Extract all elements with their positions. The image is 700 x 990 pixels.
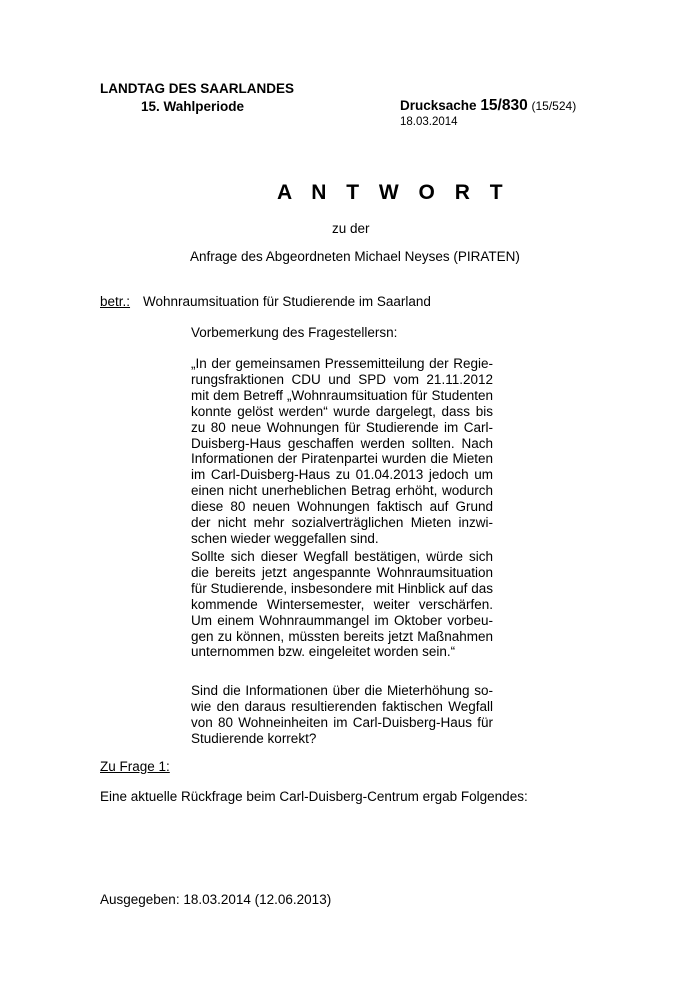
preface-paragraph-2: [191, 549, 493, 660]
document-title: A N T W O R T: [277, 181, 510, 204]
document-date: 18.03.2014: [400, 116, 458, 128]
drucksache-line: [400, 97, 576, 115]
question-1: [191, 683, 493, 747]
preface-paragraph-1: [191, 356, 493, 547]
subject-text: Wohnraumsituation für Studierende im Saarland: [143, 294, 431, 309]
drucksache-old-number: (15/524): [531, 99, 577, 113]
election-period: 15. Wahlperiode: [141, 99, 245, 114]
title-sub: zu der: [332, 221, 370, 236]
drucksache-number: 15/830: [480, 97, 528, 114]
preface-heading: Vorbemerkung des Fragestellersn:: [191, 325, 398, 340]
answer-text: Eine aktuelle Rückfrage beim Carl-Duisberg-Centrum ergab Folgendes:: [100, 789, 528, 804]
question-1-text: Sind die Informationen über die Mieterhöhung sowie den daraus resultierenden faktischen Wegfall von 80 Wohneinheiten im Carl-Duisberg-Haus für Studierende korrekt?: [191, 683, 493, 746]
subject-label: betr.:: [100, 294, 131, 309]
answer-label: Zu Frage 1:: [100, 759, 170, 774]
drucksache-label: Drucksache: [400, 98, 477, 113]
parliament-name: LANDTAG DES SAARLANDES: [100, 81, 295, 96]
issued-footer: Ausgegeben: 18.03.2014 (12.06.2013): [100, 892, 332, 907]
preface-paragraph-2-text: Sollte sich dieser Wegfall bestätigen, würde sich die bereits jetzt angespannte Wohnraumsituation für Studierende, insbesondere mit Hinblick auf das kommende Wintersemester, weiter verschärfen. Um einem Wohnraummangel im Oktober vorbeugen zu können, müssten bereits jetzt Maßnahmen unternommen bzw. eingeleitet worden sein.“: [191, 549, 493, 660]
inquiry-author: Anfrage des Abgeordneten Michael Neyses (PIRATEN): [190, 249, 520, 264]
preface-paragraph-1-text: „In der gemeinsamen Pressemitteilung der Regierungsfraktionen CDU und SPD vom 21.11.2012 mit dem Betreff „Wohnraumsituation für Studenten konnte gelöst werden“ wurde dargelegt, dass bis zu 80 neue Wohnungen für Studierende im Carl-Duisberg-Haus geschaffen werden sollten. Nach Informationen der Piratenpartei wurden die Mieten im Carl-Duisberg-Haus zu 01.04.2013 jedoch um einen nicht unerheblichen Betrag erhöht, wodurch diese 80 neuen Wohnungen faktisch auf Grund der nicht mehr sozialverträglichen Mieten inzwischen wieder weggefallen sind.: [191, 356, 493, 546]
